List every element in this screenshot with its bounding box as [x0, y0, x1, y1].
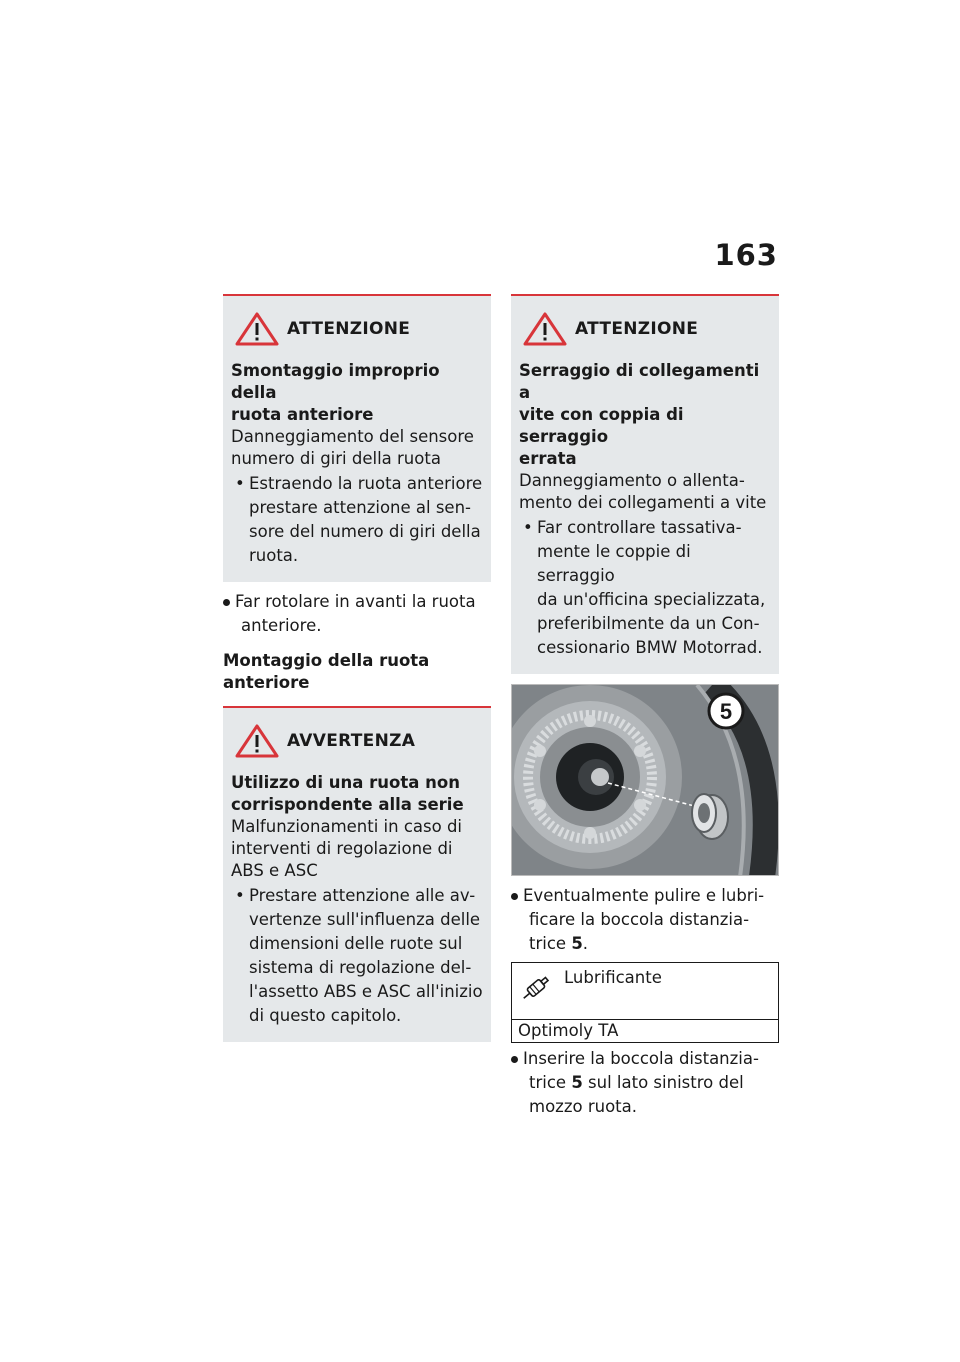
warning-description: [231, 816, 483, 882]
warning-description-line: numero di giri della ruota: [231, 449, 441, 468]
grease-gun-icon: [518, 971, 554, 1005]
warning-title: AVVERTENZA: [287, 731, 416, 751]
section-heading-line: Montaggio della ruota: [223, 651, 430, 670]
step-text: trice: [529, 934, 572, 953]
reference-number: 5: [571, 934, 583, 953]
step-line: anteriore.: [241, 616, 322, 635]
bullet-line: • Far controllare tassativa-: [537, 518, 742, 537]
step-line: mozzo ruota.: [529, 1097, 637, 1116]
bullet-dot-icon: [511, 893, 518, 900]
bullet-line: ruota.: [249, 546, 299, 565]
wheel-hub-photo: [511, 684, 779, 876]
lubricant-header: [512, 963, 778, 1020]
warning-description-line: ABS e ASC: [231, 861, 318, 880]
reference-number: 5: [571, 1073, 583, 1092]
bullet-line: dimensioni delle ruote sul: [249, 934, 463, 953]
step-line: [523, 932, 779, 956]
wheel-hub-illustration: [512, 685, 779, 876]
warning-header: [231, 724, 483, 758]
lubricant-value: Optimoly TA: [518, 1021, 619, 1040]
warning-subject: [231, 360, 483, 426]
warning-subject-line: errata: [519, 449, 577, 468]
warning-box-avvertenza: [223, 706, 491, 1042]
warning-box-attenzione-2: [511, 294, 779, 674]
warning-subject-line: ruota anteriore: [231, 405, 374, 424]
warning-box-attenzione-1: [223, 294, 491, 582]
step-text: trice: [529, 1073, 572, 1092]
step-text: .: [582, 934, 589, 953]
warning-description-line: Malfunzionamenti in caso di: [231, 817, 463, 836]
bullet-line: di questo capitolo.: [249, 1006, 402, 1025]
step-line: Far rotolare in avanti la ruota: [235, 592, 476, 611]
bullet-line: sistema di regolazione del-: [249, 958, 472, 977]
step-roll-wheel: [223, 590, 491, 638]
warning-subject-line: corrispondente alla serie: [231, 795, 464, 814]
warning-bullet: [231, 884, 483, 1028]
step-line: ficare la boccola distanzia-: [529, 910, 750, 929]
bullet-line: l'assetto ABS e ASC all'inizio: [249, 982, 483, 1001]
bullet-line: sore del numero di giri della: [249, 522, 481, 541]
warning-triangle-icon: [523, 312, 567, 346]
lubricant-table: [511, 962, 779, 1043]
warning-description-line: mento dei collegamenti a vite: [519, 493, 767, 512]
bullet-dot-icon: [223, 599, 230, 606]
lubricant-label: Lubrificante: [564, 968, 662, 987]
warning-subject-line: Serraggio di collegamenti a: [519, 361, 760, 402]
bullet-line: preferibilmente da un Con-: [537, 614, 760, 633]
bullet-line: da un'officina specializzata,: [537, 590, 766, 609]
step-line: [523, 1071, 779, 1095]
warning-subject: [519, 360, 771, 470]
warning-subject-line: vite con coppia di serraggio: [519, 405, 684, 446]
step-clean-lubricate: [511, 884, 779, 956]
warning-description: [519, 470, 771, 514]
section-heading-line: anteriore: [223, 673, 310, 692]
bullet-line: vertenze sull'influenza delle: [249, 910, 481, 929]
section-heading: [223, 650, 491, 694]
warning-description-line: Danneggiamento o allenta-: [519, 471, 745, 490]
step-line: Inserire la boccola distanzia-: [523, 1049, 759, 1068]
bullet-line: mente le coppie di serraggio: [537, 542, 691, 585]
bullet-line: prestare attenzione al sen-: [249, 498, 471, 517]
bullet-line: • Prestare attenzione alle av-: [249, 886, 476, 905]
bullet-line: cessionario BMW Motorrad.: [537, 638, 763, 657]
warning-subject-line: Utilizzo di una ruota non: [231, 773, 460, 792]
bullet-dot-icon: [511, 1056, 518, 1063]
left-column: [223, 294, 491, 1042]
warning-header: [231, 312, 483, 346]
warning-title: ATTENZIONE: [575, 319, 699, 339]
warning-description: [231, 426, 483, 470]
warning-bullet: [231, 472, 483, 568]
right-column: [511, 294, 779, 1119]
warning-triangle-icon: [235, 724, 279, 758]
bullet-line: • Estraendo la ruota anteriore: [249, 474, 483, 493]
warning-title: ATTENZIONE: [287, 319, 411, 339]
page-number: 163: [714, 238, 778, 272]
step-line: Eventualmente pulire e lubri-: [523, 886, 765, 905]
warning-subject: [231, 772, 483, 816]
photo-callout-number: 5: [719, 699, 733, 724]
warning-description-line: Danneggiamento del sensore: [231, 427, 474, 446]
warning-subject-line: Smontaggio improprio della: [231, 361, 440, 402]
warning-header: [519, 312, 771, 346]
step-insert-bushing: [511, 1047, 779, 1119]
warning-bullet: [519, 516, 771, 660]
warning-description-line: interventi di regolazione di: [231, 839, 453, 858]
step-text: sul lato sinistro del: [582, 1073, 744, 1092]
warning-triangle-icon: [235, 312, 279, 346]
